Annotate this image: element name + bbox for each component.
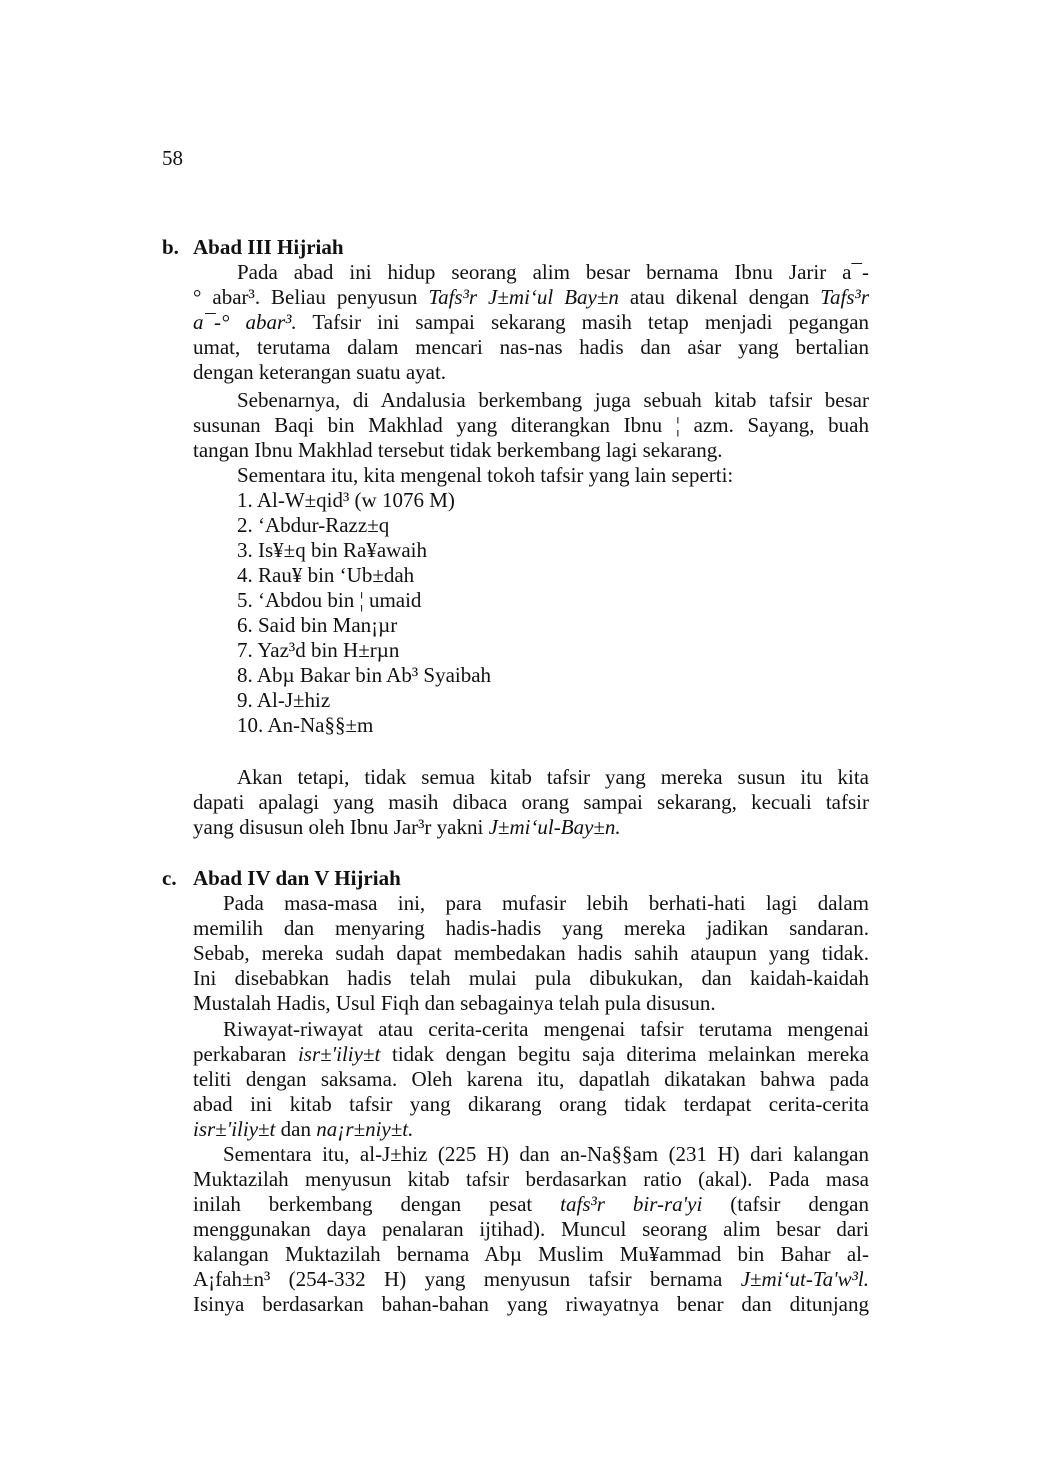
text-line: tangan Ibnu Makhlad tersebut tidak berkembang lagi sekarang. bbox=[193, 438, 723, 462]
text-line: umat, terutama dalam mencari nas-nas hadis dan aṡar yang bertalian bbox=[193, 335, 869, 359]
text-line: dapati apalagi yang masih dibaca orang sampai sekarang, kecuali tafsir bbox=[193, 790, 869, 814]
section-c-paragraph-1 bbox=[193, 891, 869, 1016]
text-line: Riwayat-riwayat atau cerita-cerita mengenai tafsir terutama mengenai bbox=[223, 1017, 869, 1041]
text-line: abad ini kitab tafsir yang dikarang orang tidak terdapat cerita-cerita bbox=[193, 1092, 869, 1116]
text-line: Isinya berdasarkan bahan-bahan yang riwayatnya benar dan ditunjang bbox=[193, 1292, 869, 1316]
list-item: 6. Said bin Man¡µr bbox=[237, 613, 398, 637]
text-line: Sementara itu, al-J±hiz (225 H) dan an-Na§§am (231 H) dari kalangan bbox=[223, 1142, 869, 1166]
text-line: inilah berkembang dengan pesat tafs³r bir-ra'yi (tafsir dengan bbox=[193, 1192, 869, 1216]
section-b-paragraph-2 bbox=[193, 388, 869, 463]
page-number: 58 bbox=[162, 146, 183, 170]
section-c-title: Abad IV dan V Hijriah bbox=[193, 866, 401, 890]
list-item: 2. ‘Abdur-Razz±q bbox=[237, 513, 390, 537]
list-item: 1. Al-W±qid³ (w 1076 M) bbox=[237, 488, 455, 512]
list-item: 7. Yaz³d bin H±rµn bbox=[237, 638, 400, 662]
text-line: dengan keterangan suatu ayat. bbox=[193, 360, 447, 384]
section-b-title: Abad III Hijriah bbox=[193, 235, 344, 259]
text-line: memilih dan menyaring hadis-hadis yang mereka jadikan sandaran. bbox=[193, 916, 869, 940]
text-line: isr±'iliy±t dan na¡r±niy±t. bbox=[193, 1117, 414, 1141]
text-line: teliti dengan saksama. Oleh karena itu, dapatlah dikatakan bahwa pada bbox=[193, 1067, 869, 1091]
section-c-letter: c. bbox=[162, 866, 177, 890]
list-item: 4. Rau¥ bin ‘Ub±dah bbox=[237, 563, 415, 587]
section-b-paragraph-3 bbox=[193, 765, 869, 840]
text-line: Akan tetapi, tidak semua kitab tafsir yang mereka susun itu kita bbox=[237, 765, 869, 789]
tafsir-figures-list bbox=[237, 488, 491, 738]
section-b-letter: b. bbox=[162, 235, 179, 259]
list-item: 10. An-Na§§±m bbox=[237, 713, 374, 737]
section-c-heading bbox=[162, 866, 401, 891]
list-item: 5. ‘Abdou bin ¦ umaid bbox=[237, 588, 422, 612]
text-line: Muktazilah menyusun kitab tafsir berdasarkan ratio (akal). Pada masa bbox=[193, 1167, 869, 1191]
list-item: 8. Abµ Bakar bin Ab³ Syaibah bbox=[237, 663, 492, 687]
section-c-paragraph-3 bbox=[193, 1142, 869, 1317]
text-line: susunan Baqi bin Makhlad yang diterangkan Ibnu ¦ azm. Sayang, buah bbox=[193, 413, 869, 437]
section-b-paragraph-1 bbox=[193, 260, 869, 385]
text-line: Pada masa-masa ini, para mufasir lebih berhati-hati lagi dalam bbox=[223, 891, 869, 915]
list-item: 9. Al-J±hiz bbox=[237, 688, 331, 712]
text-line: a¯-° abar³. Tafsir ini sampai sekarang masih tetap menjadi pegangan bbox=[193, 310, 870, 334]
text-line: Mustalah Hadis, Usul Fiqh dan sebagainya telah pula disusun. bbox=[193, 991, 716, 1015]
section-c-paragraph-2 bbox=[193, 1017, 869, 1142]
text-line: yang disusun oleh Ibnu Jar³r yakni J±mi‘ul-Bay±n. bbox=[193, 815, 621, 839]
text-line: ° abar³. Beliau penyusun Tafs³r J±mi‘ul Bay±n atau dikenal dengan Tafs³r bbox=[193, 285, 869, 309]
text-line: Sebab, mereka sudah dapat membedakan hadis sahih ataupun yang tidak. bbox=[193, 941, 869, 965]
list-intro: Sementara itu, kita mengenal tokoh tafsir yang lain seperti: bbox=[237, 463, 734, 487]
text-line: Sebenarnya, di Andalusia berkembang juga sebuah kitab tafsir besar bbox=[237, 388, 869, 412]
text-line: Ini disebabkan hadis telah mulai pula dibukukan, dan kaidah-kaidah bbox=[193, 966, 869, 990]
section-b-heading bbox=[162, 235, 344, 260]
list-item: 3. Is¥±q bin Ra¥awaih bbox=[237, 538, 427, 562]
text-line: menggunakan daya penalaran ijtihad). Muncul seorang alim besar dari bbox=[193, 1217, 869, 1241]
text-line: Pada abad ini hidup seorang alim besar bernama Ibnu Jarir a¯- bbox=[237, 260, 869, 284]
text-line: kalangan Muktazilah bernama Abµ Muslim Mu¥ammad bin Bahar al- bbox=[193, 1242, 869, 1266]
text-line: perkabaran isr±'iliy±t tidak dengan begitu saja diterima melainkan mereka bbox=[193, 1042, 869, 1066]
text-line: A¡fah±n³ (254-332 H) yang menyusun tafsir bernama J±mi‘ut-Ta'w³l. bbox=[193, 1267, 869, 1291]
